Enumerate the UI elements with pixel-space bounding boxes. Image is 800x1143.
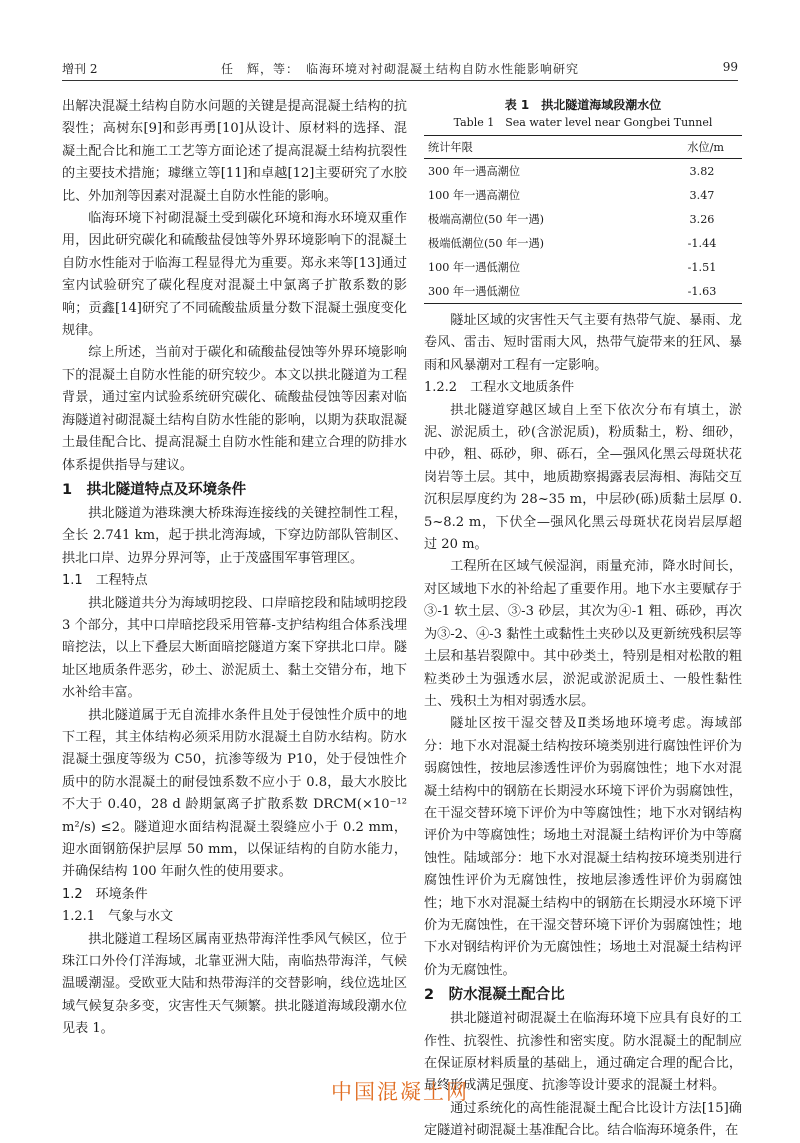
- table-row: [424, 183, 742, 207]
- table-caption-english: Table 1 Sea water level near Gongbei Tunnel: [453, 116, 713, 129]
- table-row: [424, 255, 742, 279]
- column-header-period: 统计年限: [424, 136, 606, 159]
- paragraph: 出解决混凝土结构自防水问题的关键是提高混凝土结构的抗裂性；高树东[9]和彭再勇[10]从设计、原材料的选择、混凝土配合比和施工工艺等方面论述了提高混凝土结构抗裂性的主要技术措施；璩继立等[11]和卓越[12]主要研究了水胶比、外加剂等因素对混凝土自防水性能的影响。: [62, 99, 407, 204]
- paragraph: 隧址区域的灾害性天气主要有热带气旋、暴雨、龙卷风、雷击、短时雷雨大风，热带气旋带来的狂风、暴雨和风暴潮对工程有一定影响。: [424, 313, 742, 373]
- subsection-heading: 1.1 工程特点: [62, 573, 148, 589]
- paragraph: 综上所述，当前对于碳化和硫酸盐侵蚀等外界环境影响下的混凝土自防水性能的研究较少。本文以拱北隧道为工程背景，通过室内试验系统研究碳化、硫酸盐侵蚀等因素对临海隧道衬砌混凝土结构自防水性能的影响，以期为获取混凝土最佳配合比、提高混凝土自防水性能和建立合理的防排水体系提供指导与建议。: [62, 345, 407, 473]
- paragraph: 隧址区按干湿交替及Ⅱ类场地环境考虑。海域部分：地下水对混凝土结构按环境类别进行腐蚀性评价为弱腐蚀性，按地层渗透性评价为弱腐蚀性；地下水对混凝土结构中的钢筋在长期浸水环境下评价为弱腐蚀性，在干湿交替环境下评价为中等腐蚀性；地下水对钢结构评价为中等腐蚀性；场地土对混凝土结构评价为中等腐蚀性。陆域部分：地下水对混凝土结构按环境类别进行腐蚀性评价为无腐蚀性，按地层渗透性评价为弱腐蚀性；地下水对混凝土结构中的钢筋在长期浸水环境下评价为无腐蚀性，在干湿交替环境下评价为弱腐蚀性；地下水对钢结构评价为无腐蚀性；场地土对混凝土结构评价为无腐蚀性。: [424, 716, 742, 978]
- paragraph: 拱北隧道穿越区域自上至下依次分布有填土，淤泥、淤泥质土，砂(含淤泥质)，粉质黏土，粉、细砂，中砂，粗、砾砂，卵、砾石，全—强风化黑云母斑状花岗岩等土层。其中，地质勘察揭露表层海相、海陆交互沉积层厚度约为 28~35 m，中层砂(砾)质黏土层厚 0.5~8.2 m，下伏全—强风化黑云母斑状花岗岩层厚超过 20 m。: [424, 402, 742, 553]
- issue-label: 增刊 2: [62, 62, 98, 76]
- table-row: [424, 159, 742, 184]
- table-row: [424, 279, 742, 304]
- left-column: [62, 96, 407, 1041]
- subsection-heading: 1.2 环境条件: [62, 886, 148, 902]
- section-heading: 2 防水混凝土配合比: [424, 987, 565, 1004]
- table-row: [424, 207, 742, 231]
- table-header-row: [424, 136, 742, 159]
- section-heading: 1 拱北隧道特点及环境条件: [62, 481, 247, 498]
- paragraph: 拱北隧道衬砌混凝土在临海环境下应具有良好的工作性、抗裂性、抗渗性和密实度。防水混凝土的配制应在保证原材料质量的基础上，通过确定合理的配合比，最终形成满足强度、抗渗等设计要求的混凝土材料。: [424, 1011, 742, 1094]
- level-cell: 3.47: [689, 188, 715, 202]
- paragraph: 拱北隧道工程场区属南亚热带海洋性季风气候区，位于珠江口外伶仃洋海域，北靠亚洲大陆，南临热带海洋，气候温暖潮湿。受欧亚大陆和热带海洋的交替影响，线位选址区域气候复杂多变，灾害性天气频繁。拱北隧道海域段潮水位见表 1。: [62, 931, 407, 1037]
- paragraph: 通过系统化的高性能混凝土配合比设计方法[15]确定隧道衬砌混凝土基准配合比。结合临海环境条件，在: [424, 1100, 742, 1139]
- level-cell: 3.82: [689, 164, 715, 178]
- period-cell: 极端高潮位(50 年一遇): [428, 213, 545, 226]
- running-header: [62, 58, 738, 81]
- paragraph: 拱北隧道为港珠澳大桥珠海连接线的关键控制性工程，全长 2.741 km，起于拱北湾海域，下穿边防部队管制区、拱北口岸、边界分界河等，止于茂盛围军事管理区。: [62, 505, 407, 566]
- level-cell: -1.44: [687, 236, 717, 250]
- period-cell: 300 年一遇低潮位: [424, 279, 606, 304]
- level-cell: -1.63: [606, 279, 742, 304]
- paragraph: 临海环境下衬砌混凝土受到碳化环境和海水环境双重作用，因此研究碳化和硫酸盐侵蚀等外界环境影响下的混凝土自防水性能对于临海工程显得尤为重要。郑永来等[13]通过室内试验研究了碳化程度对混凝土中氯离子扩散系数的影响；贡鑫[14]研究了不同硫酸盐质量分数下混凝土强度变化规律。: [62, 211, 407, 339]
- level-cell: 3.26: [689, 212, 715, 226]
- subsubsection-heading: 1.2.1 气象与水文: [62, 909, 174, 925]
- period-cell: 100 年一遇高潮位: [428, 189, 521, 202]
- paragraph: 拱北隧道共分为海域明挖段、口岸暗挖段和陆域明挖段 3 个部分，其中口岸暗挖段采用管幕-支护结构组合体系浅埋暗挖法，以上下叠层大断面暗挖隧道方案下穿拱北口岸。隧址区地质条件恶劣，砂土、淤泥质土、黏土交错分布，地下水补给丰富。: [62, 595, 407, 701]
- tide-level-table: [424, 135, 742, 304]
- period-cell: 100 年一遇低潮位: [428, 261, 521, 274]
- running-title: 任 辉，等： 临海环境对衬砌混凝土结构自防水性能影响研究: [220, 62, 579, 76]
- right-column: [424, 96, 742, 1143]
- paragraph: 工程所在区域气候湿润，雨量充沛，降水时间长，对区域地下水的补给起了重要作用。地下水主要赋存于③-1 软土层、③-3 砂层，其次为④-1 粗、砾砂，再次为③-2、④-3 黏性土或黏性土夹砂以及更新统残积层等土层和基岩裂隙中。其中砂类土，特别是相对松散的粗粒类砂土为强透水层，淤泥或淤泥质土、一般性黏性土、残积土为相对弱透水层。: [424, 559, 742, 709]
- period-cell: 极端低潮位(50 年一遇): [428, 237, 545, 250]
- period-cell: 300 年一遇高潮位: [428, 165, 521, 178]
- table-row: [424, 231, 742, 255]
- subsubsection-heading: 1.2.2 工程水文地质条件: [424, 380, 575, 396]
- column-header-level: 水位/m: [606, 136, 742, 159]
- watermark: 中国混凝土网: [331, 1080, 469, 1104]
- level-cell: -1.51: [687, 260, 717, 274]
- table-caption: 表 1 拱北隧道海域段潮水位: [504, 98, 662, 112]
- page-number: 99: [722, 60, 738, 74]
- paragraph: 拱北隧道属于无自流排水条件且处于侵蚀性介质中的地下工程，其主体结构必须采用防水混凝土自防水结构。防水混凝土强度等级为 C50，抗渗等级为 P10，处于侵蚀性介质中的防水混凝土的耐侵蚀系数不应小于 0.8，最大水胶比不大于 0.40，28 d 龄期氯离子扩散系数 DRCM(×10⁻¹² m²/s) ≤2。隧道迎水面结构混凝土裂缝应小于 0.2 mm，迎水面钢筋保护层厚 50 mm，以保证结构的自防水能力，并确保结构 100 年耐久性的使用要求。: [62, 707, 407, 880]
